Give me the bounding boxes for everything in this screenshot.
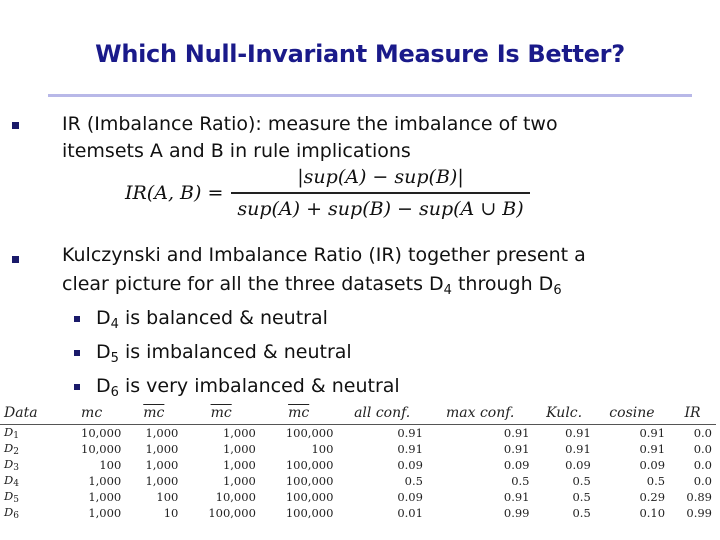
table-cell: 1,000 xyxy=(222,474,256,488)
table-cell: 0.0 xyxy=(693,458,712,472)
dataset-letter: D xyxy=(4,505,14,519)
table-cell: 0.01 xyxy=(397,506,423,520)
header-data: Data xyxy=(0,402,58,425)
ir-formula xyxy=(125,166,530,220)
table-cell: 1,000 xyxy=(145,474,179,488)
table-cell: 100,000 xyxy=(208,506,256,520)
table-cell: 10 xyxy=(163,506,179,520)
table-cell: 0.91 xyxy=(639,442,666,456)
table-cell: 1,000 xyxy=(88,474,122,488)
header-max-conf: max conf. xyxy=(427,402,534,425)
bullet-2-line-2 xyxy=(62,269,562,306)
table-cell: 1,000 xyxy=(145,426,179,440)
dataset-name: D xyxy=(96,341,111,363)
sub-bullet-text: is imbalanced & neutral xyxy=(118,341,352,363)
table-cell: 100,000 xyxy=(285,506,334,520)
table-cell: 0.91 xyxy=(565,442,591,456)
table-cell: 0.91 xyxy=(503,490,530,504)
table-cell: 100,000 xyxy=(285,490,334,504)
formula-fraction xyxy=(231,166,529,220)
table-cell: 10,000 xyxy=(81,442,122,456)
header-ir: IR xyxy=(669,402,716,425)
table-header-row xyxy=(0,402,716,425)
dataset-subscript: 6 xyxy=(13,511,19,521)
table-cell: 0.5 xyxy=(572,474,591,488)
table-row xyxy=(0,489,716,505)
table-cell: 0.91 xyxy=(397,426,423,440)
table-cell: 0.09 xyxy=(639,458,666,472)
table-row xyxy=(0,457,716,473)
sub-bullet-marker xyxy=(74,350,80,356)
table-row xyxy=(0,473,716,489)
table-cell-dataset xyxy=(0,425,58,442)
formula-denominator: sup(A) + sup(B) − sup(A ∪ B) xyxy=(237,197,524,220)
formula-numerator: |sup(A) − sup(B)| xyxy=(297,166,464,188)
subscript: 6 xyxy=(553,283,562,298)
title-underline xyxy=(48,94,692,97)
table-row xyxy=(0,441,716,457)
table-cell: 1,000 xyxy=(222,458,256,472)
header-not-m-not-c: mc xyxy=(260,402,338,425)
formula-lhs: IR(A, B) = xyxy=(125,181,224,204)
table-cell: 0.29 xyxy=(639,490,666,504)
table-cell-dataset xyxy=(0,505,58,521)
dataset-subscript: 3 xyxy=(13,463,19,473)
table-cell: 100,000 xyxy=(285,426,334,440)
table-cell-dataset xyxy=(0,457,58,473)
table-cell: 0.91 xyxy=(397,442,423,456)
table-cell: 100 xyxy=(311,442,334,456)
header-all-conf: all conf. xyxy=(337,402,427,425)
sub-bullet-d5 xyxy=(96,337,352,374)
header-kulc: Kulc. xyxy=(533,402,594,425)
sub-bullet-text: is very imbalanced & neutral xyxy=(118,375,400,397)
table-cell: 0.91 xyxy=(565,426,591,440)
bullet-2-text: clear picture for all the three datasets D xyxy=(62,273,444,295)
table-cell: 0.91 xyxy=(503,442,530,456)
table-cell-dataset xyxy=(0,489,58,505)
measures-table xyxy=(0,402,716,521)
dataset-name: D xyxy=(96,375,111,397)
table-cell: 0.5 xyxy=(572,506,591,520)
table-cell: 10,000 xyxy=(81,426,122,440)
sub-bullet-d4 xyxy=(96,303,328,340)
table-cell: 0.09 xyxy=(397,458,423,472)
dataset-letter: D xyxy=(4,425,14,439)
sub-bullet-marker xyxy=(74,316,80,322)
table-cell: 0.91 xyxy=(639,426,666,440)
table-cell: 1,000 xyxy=(145,458,179,472)
subscript: 6 xyxy=(110,385,119,400)
dataset-name: D xyxy=(96,307,111,329)
table-row xyxy=(0,505,716,521)
table-cell-dataset xyxy=(0,473,58,489)
table-row xyxy=(0,425,716,442)
table-body xyxy=(0,425,716,522)
table-cell: 1,000 xyxy=(88,490,122,504)
dataset-subscript: 2 xyxy=(13,447,19,457)
subscript: 5 xyxy=(110,351,119,366)
dataset-letter: D xyxy=(4,457,14,471)
dataset-subscript: 1 xyxy=(13,431,19,441)
table-cell: 0.89 xyxy=(686,490,712,504)
table-cell: 0.5 xyxy=(511,474,530,488)
table-cell: 0.0 xyxy=(693,426,712,440)
bullet-2-text-mid: through D xyxy=(451,273,554,295)
table-cell: 1,000 xyxy=(145,442,179,456)
table-cell: 10,000 xyxy=(215,490,256,504)
sub-bullet-text: is balanced & neutral xyxy=(118,307,328,329)
table-cell: 0.5 xyxy=(572,490,591,504)
measures-table-container xyxy=(0,402,720,522)
table-cell: 0.99 xyxy=(686,506,712,520)
header-mc: mc xyxy=(58,402,125,425)
table-cell: 0.09 xyxy=(503,458,530,472)
bullet-2-line-1: Kulczynski and Imbalance Ratio (IR) together present a xyxy=(62,244,586,266)
bullet-marker xyxy=(12,256,19,263)
bullet-1-line-2: itemsets A and B in rule implications xyxy=(62,140,411,162)
header-not-m-c: mc xyxy=(125,402,182,425)
table-cell: 0.10 xyxy=(639,506,666,520)
table-cell: 0.5 xyxy=(404,474,423,488)
table-cell: 1,000 xyxy=(222,442,256,456)
table-cell: 1,000 xyxy=(222,426,256,440)
bullet-marker xyxy=(12,122,19,129)
table-cell-dataset xyxy=(0,441,58,457)
table-cell: 0.0 xyxy=(693,474,712,488)
sub-bullet-marker xyxy=(74,384,80,390)
dataset-subscript: 4 xyxy=(13,479,19,489)
table-cell: 0.09 xyxy=(565,458,591,472)
table-cell: 1,000 xyxy=(88,506,122,520)
table-cell: 100,000 xyxy=(285,458,334,472)
table-cell: 100,000 xyxy=(285,474,334,488)
table-cell: 0.99 xyxy=(503,506,530,520)
subscript: 4 xyxy=(110,317,119,332)
header-cosine: cosine xyxy=(595,402,669,425)
table-cell: 100 xyxy=(156,490,179,504)
subscript: 4 xyxy=(443,283,452,298)
table-cell: 0.5 xyxy=(646,474,666,488)
table-cell: 0.0 xyxy=(693,442,712,456)
slide-title: Which Null-Invariant Measure Is Better? xyxy=(95,40,625,68)
table-cell: 0.09 xyxy=(397,490,423,504)
header-m-not-c: mc xyxy=(182,402,260,425)
dataset-letter: D xyxy=(4,489,14,503)
dataset-letter: D xyxy=(4,473,14,487)
table-cell: 0.91 xyxy=(503,426,530,440)
bullet-1-line-1: IR (Imbalance Ratio): measure the imbalance of two xyxy=(62,113,558,135)
dataset-letter: D xyxy=(4,441,14,455)
table-cell: 100 xyxy=(99,458,122,472)
dataset-subscript: 5 xyxy=(13,495,19,505)
